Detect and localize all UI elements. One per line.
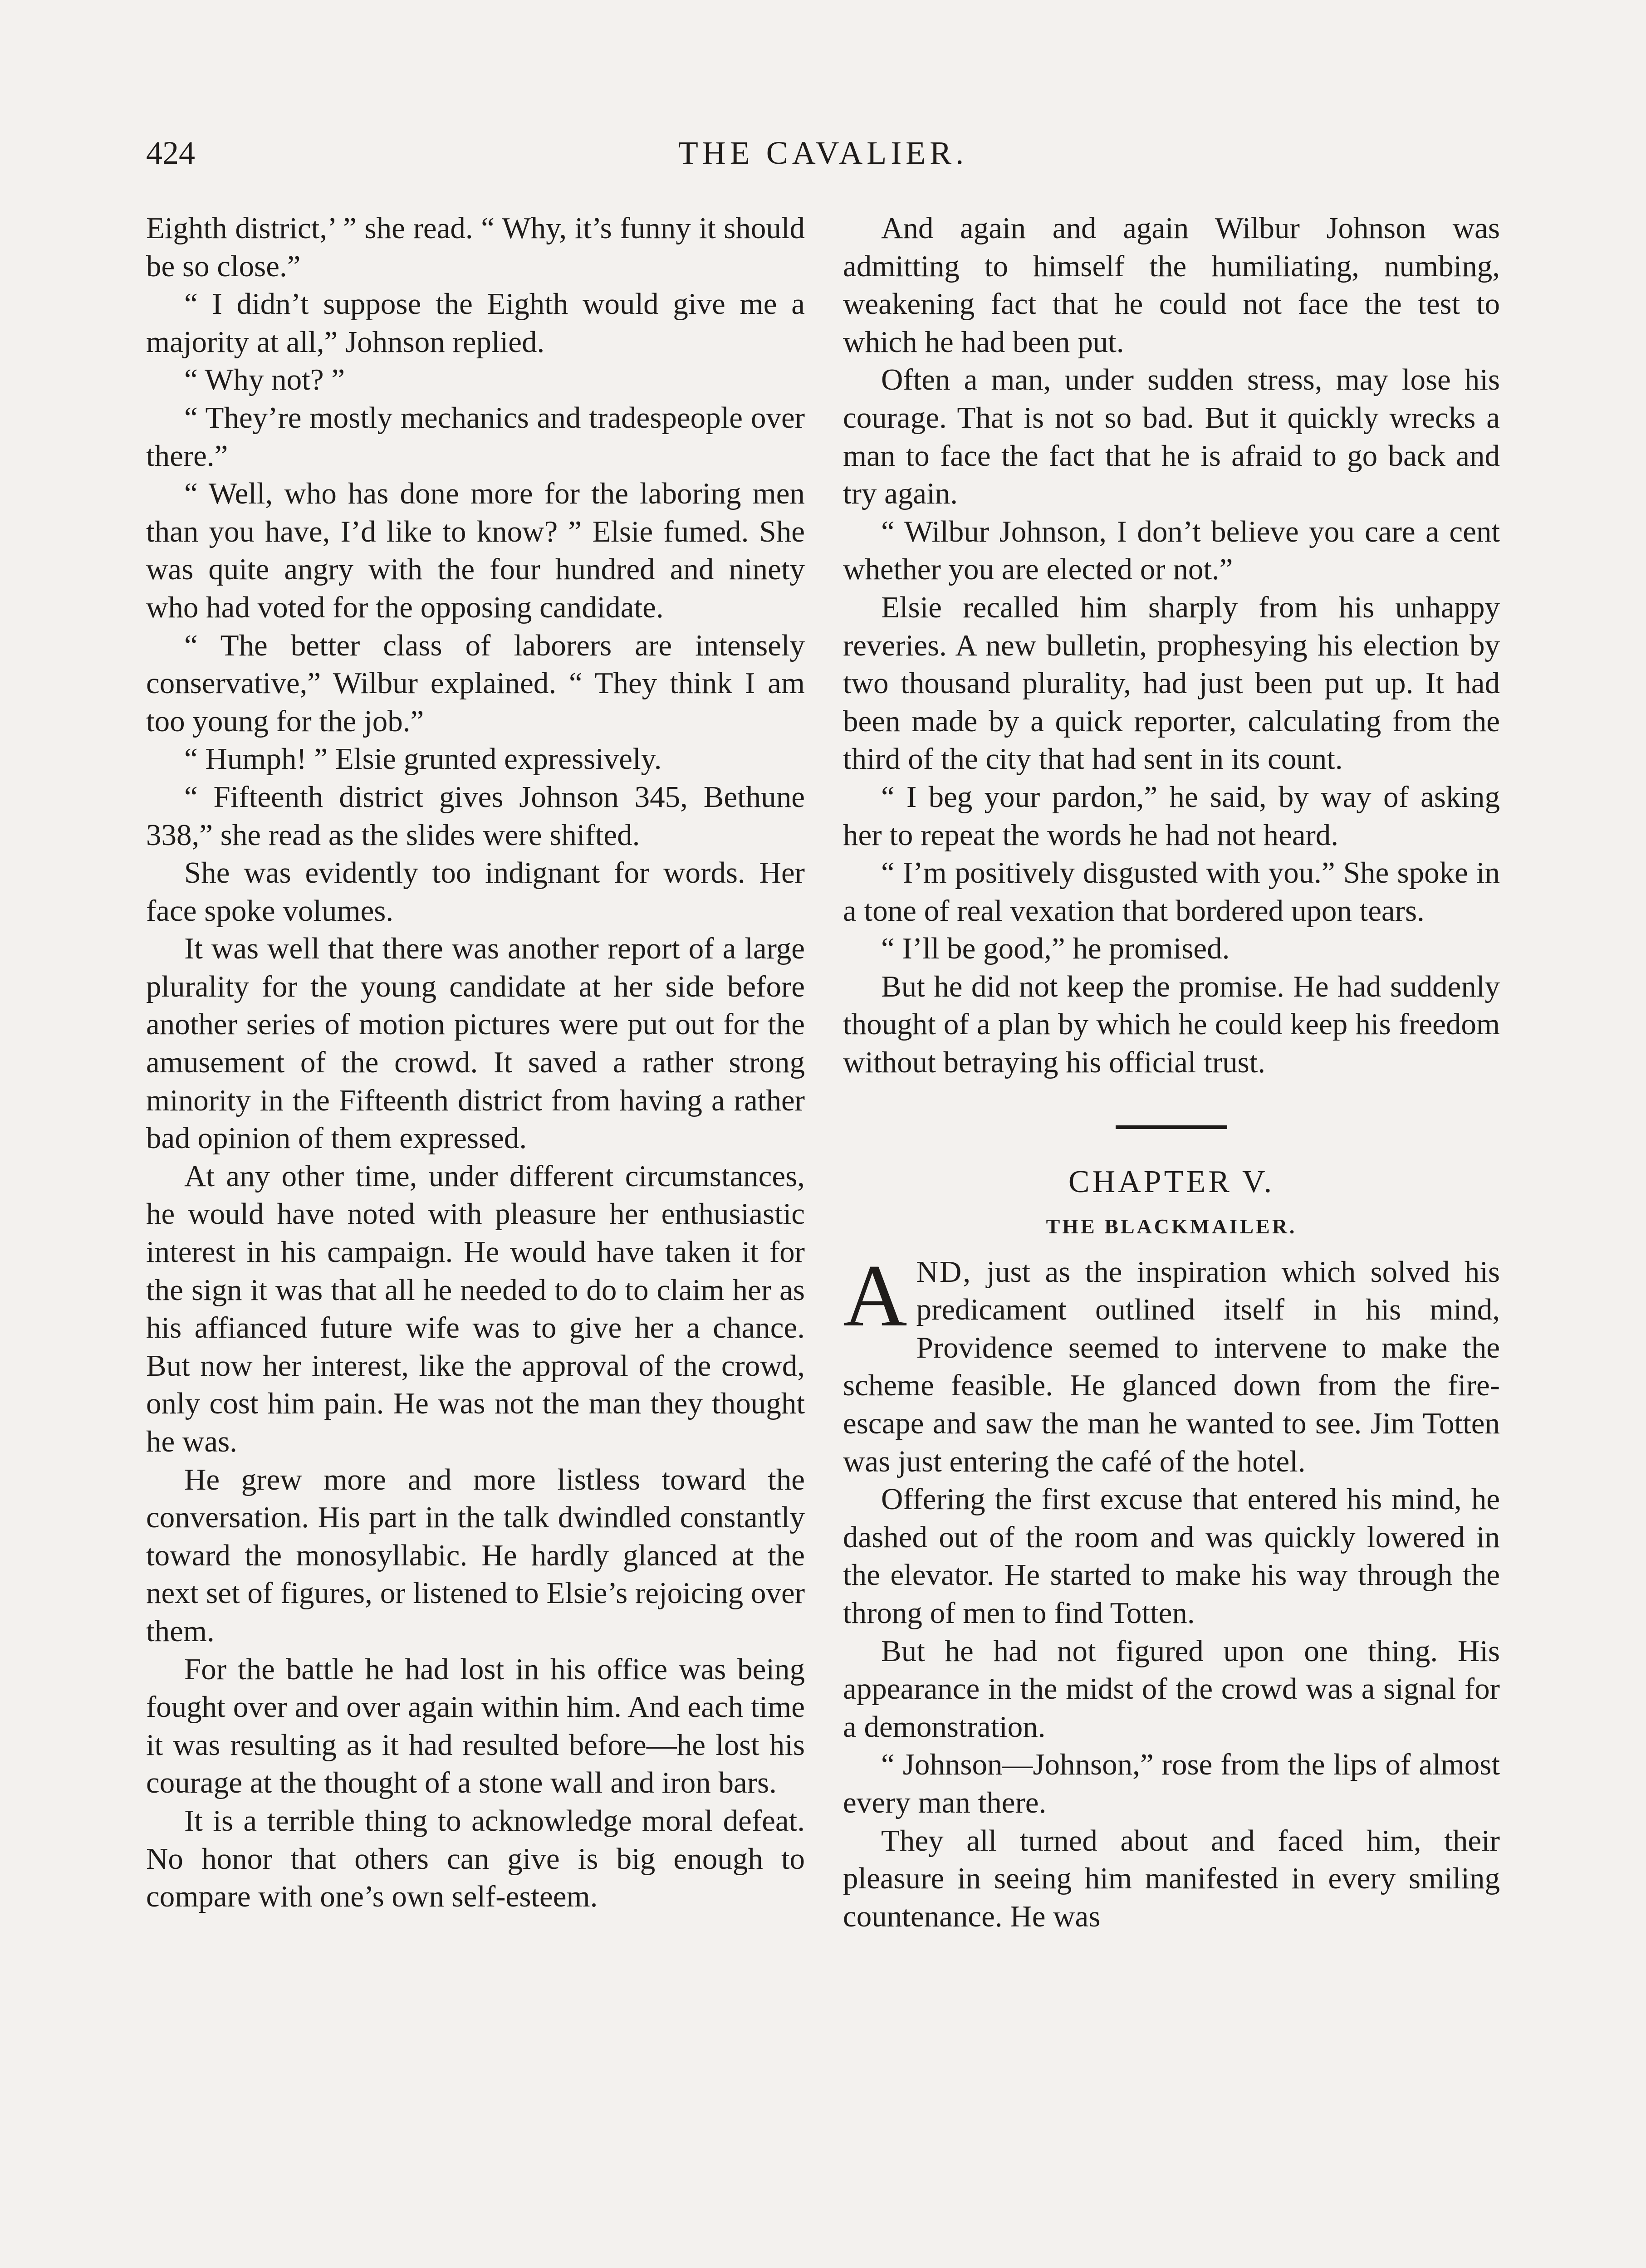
paragraph: But he had not figured upon one thing. His appearance in the midst of the crowd was a signal for a demonstration. bbox=[843, 1634, 1500, 1744]
paragraph: “ They’re mostly mechanics and tradespeople over there.” bbox=[146, 401, 805, 473]
running-title: THE CAVALIER. bbox=[678, 135, 968, 171]
right-column bbox=[843, 210, 1500, 1936]
paragraph: “ Why not? ” bbox=[184, 363, 345, 397]
paragraph: Offering the first excuse that entered his mind, he dashed out of the room and was quickly lowered in the elevator. He started to make his way through the throng of men to find Totten. bbox=[843, 1482, 1500, 1630]
paragraph: At any other time, under different circumstances, he would have noted with pleasure her enthusiastic interest in his campaign. He would have taken it for the sign it was that all he needed to do to claim her as his affianced future wife was to give her a chance. But now her interest, like the approval of the crowd, only cost him pain. He was not the man they thought he was. bbox=[146, 1159, 805, 1458]
chapter-opening-paragraph bbox=[843, 1246, 1500, 1481]
paragraph: They all turned about and faced him, their pleasure in seeing him manifested in every smiling countenance. He was bbox=[843, 1823, 1500, 1933]
paragraph: He grew more and more listless toward the conversation. His part in the talk dwindled constantly toward the monosyllabic. He hardly glanced at the next set of figures, or listened to Elsie’s rejoicing over them. bbox=[146, 1462, 805, 1648]
opening-text: just as the inspiration which solved his predicament outlined itself in his mind, Providence seemed to intervene to make the scheme feasible. He glanced down from the fire-escape and saw the man he wanted to see. Jim Totten was just entering the café of the hotel. bbox=[843, 1255, 1500, 1478]
paragraph: “ Wilbur Johnson, I don’t believe you care a cent whether you are elected or not.” bbox=[843, 514, 1500, 587]
page-number: 424 bbox=[146, 135, 195, 171]
paragraph: But he did not keep the promise. He had suddenly thought of a plan by which he could keep his freedom without betraying his official trust. bbox=[843, 969, 1500, 1080]
paragraph: “ I beg your pardon,” he said, by way of asking her to repeat the words he had not heard. bbox=[843, 780, 1500, 852]
paragraph: It is a terrible thing to acknowledge moral defeat. No honor that others can give is big enough to compare with one’s own self-esteem. bbox=[146, 1804, 805, 1914]
chapter-title: CHAPTER V. bbox=[1068, 1164, 1275, 1199]
drop-cap: A bbox=[843, 1246, 907, 1345]
paragraph: “ Johnson—Johnson,” rose from the lips of almost every man there. bbox=[843, 1748, 1500, 1819]
section-divider bbox=[1116, 1125, 1227, 1129]
chapter-subtitle: THE BLACKMAILER. bbox=[1046, 1214, 1297, 1238]
paragraph: “ Fifteenth district gives Johnson 345, Bethune 338,” she read as the slides were shifted. bbox=[146, 780, 805, 852]
left-column bbox=[146, 210, 805, 1916]
opening-caps: ND, bbox=[916, 1255, 972, 1289]
paragraph: “ Humph! ” Elsie grunted expressively. bbox=[184, 742, 662, 776]
paragraph: “ Well, who has done more for the laboring men than you have, I’d like to know? ” Elsie fumed. She was quite angry with the four hundred and ninety who had voted for the opposing candidate. bbox=[146, 477, 805, 624]
paragraph: Elsie recalled him sharply from his unhappy reveries. A new bulletin, prophesying his election by two thousand plurality, had just been put up. It had been made by a quick reporter, calculating from the third of the city that had sent in its count. bbox=[843, 590, 1500, 776]
page-header bbox=[146, 128, 1500, 178]
paragraph: “ I’m positively disgusted with you.” She spoke in a tone of real vexation that bordered upon tears. bbox=[843, 856, 1500, 928]
paragraph: “ I didn’t suppose the Eighth would give me a majority at all,” Johnson replied. bbox=[146, 287, 805, 359]
paragraph: “ I’ll be good,” he promised. bbox=[881, 932, 1230, 966]
paragraph: It was well that there was another report of a large plurality for the young candidate at her side before another series of motion pictures were put out for the amusement of the crowd. It saved a rather strong minority in the Fifteenth district from having a rather bad opinion of them expressed. bbox=[146, 932, 805, 1155]
paragraph: Eighth district,’ ” she read. “ Why, it’s funny it should be so close.” bbox=[146, 211, 805, 283]
paragraph: For the battle he had lost in his office was being fought over and over again within him. And each time it was resulting as it had resulted before—he lost his courage at the thought of a stone wall and iron bars. bbox=[146, 1652, 805, 1800]
paragraph: “ The better class of laborers are intensely conservative,” Wilbur explained. “ They think I am too young for the job.” bbox=[146, 628, 805, 738]
paragraph: Often a man, under sudden stress, may lose his courage. That is not so bad. But it quickly wrecks a man to face the fact that he is afraid to go back and try again. bbox=[843, 363, 1500, 511]
paragraph: And again and again Wilbur Johnson was admitting to himself the humiliating, numbing, weakening fact that he could not face the test to which he had been put. bbox=[843, 211, 1500, 359]
paragraph: She was evidently too indignant for words. Her face spoke volumes. bbox=[146, 856, 805, 928]
